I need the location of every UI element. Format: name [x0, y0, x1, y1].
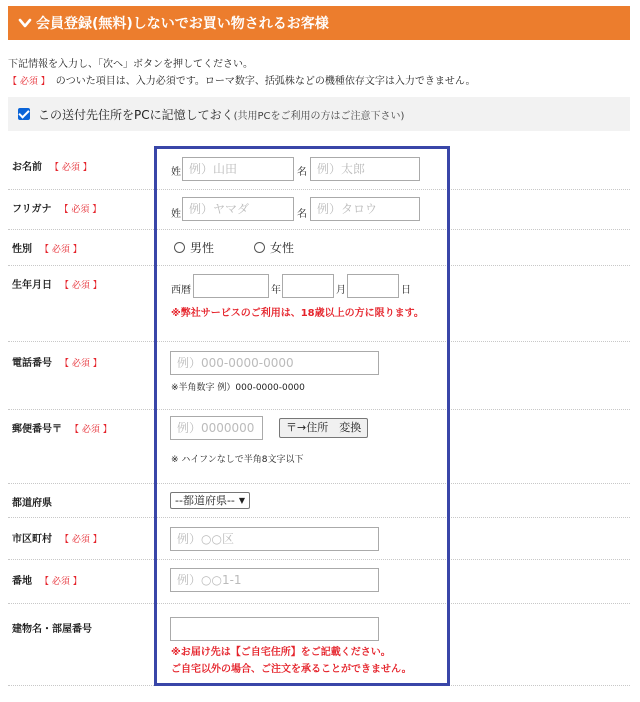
form-row-furigana [8, 190, 630, 230]
prefecture-select[interactable] [170, 492, 250, 509]
intro-line-1: 下記情報を入力し、「次へ」ボタンを押してください。 [8, 59, 253, 70]
remember-note: (共用PCをご利用の方はご注意下さい) [233, 110, 405, 122]
gender-female-radio[interactable] [254, 239, 294, 256]
street-address-input[interactable]: 例）○○1-1 [170, 568, 379, 592]
birthday-label-text: 生年月日 [12, 280, 52, 291]
required-badge: 【 必須 】 [70, 425, 112, 435]
mei-label: 名 [297, 167, 307, 178]
birthday-label [12, 276, 102, 291]
gender-label [12, 240, 82, 255]
female-label[interactable]: 女性 [270, 241, 295, 255]
remember-label[interactable]: この送付先住所をPCに記憶しておく [38, 107, 234, 122]
form-row-building [8, 604, 630, 686]
remember-checkbox[interactable] [18, 108, 30, 120]
first-name-input[interactable]: 例）太郎 [310, 157, 420, 181]
form-row-prefecture [8, 484, 630, 518]
delivery-notice-line-1: ※お届け先は【ご自宅住所】をご記載ください。 [171, 647, 391, 658]
postal-to-address-button[interactable]: 〒→住所 変換 [279, 418, 368, 438]
sei-label: 姓 [171, 209, 181, 220]
postal-code-input[interactable]: 例）0000000 [170, 416, 263, 440]
required-badge: 【 必須 】 [40, 577, 82, 587]
day-label: 日 [401, 285, 411, 296]
form-row-name [8, 148, 630, 190]
furigana-label [12, 200, 101, 215]
gender-male-radio[interactable] [174, 239, 214, 256]
postal-label-text: 郵便番号〒 [12, 424, 62, 435]
month-label: 月 [336, 285, 346, 296]
required-badge: 【 必須 】 [60, 359, 102, 369]
form-row-postal [8, 410, 630, 484]
year-label: 年 [271, 285, 281, 296]
postal-label [12, 420, 112, 435]
birth-day-input[interactable] [347, 274, 399, 298]
delivery-notice [171, 644, 412, 678]
radio-circle[interactable] [174, 242, 185, 253]
city-input[interactable]: 例）○○区 [170, 527, 379, 551]
prefecture-selected[interactable]: --都道府県-- [175, 494, 235, 507]
intro-text [8, 56, 628, 91]
city-label [12, 530, 102, 545]
first-name-kana-input[interactable]: 例）タロウ [310, 197, 420, 221]
prefecture-label: 都道府県 [12, 498, 52, 509]
required-badge: 【 必須 】 [8, 77, 50, 87]
form-row-phone [8, 342, 630, 410]
form-row-city [8, 518, 630, 560]
phone-label-text: 電話番号 [12, 358, 52, 369]
last-name-kana-input[interactable]: 例）ヤマダ [182, 197, 294, 221]
required-badge: 【 必須 】 [60, 281, 102, 291]
delivery-notice-line-2: ご自宅以外の場合、ご注文を承ることができません。 [171, 664, 412, 675]
name-label-text: お名前 [12, 162, 42, 173]
last-name-input[interactable]: 例）山田 [182, 157, 294, 181]
required-badge: 【 必須 】 [59, 205, 102, 215]
gender-label-text: 性別 [12, 244, 32, 255]
address-label [12, 572, 82, 587]
city-label-text: 市区町村 [12, 534, 52, 545]
sei-label: 姓 [171, 167, 181, 178]
form-row-address [8, 560, 630, 604]
chevron-down-icon [18, 16, 32, 30]
phone-note: ※半角数字 例）000-0000-0000 [171, 383, 305, 393]
birth-year-input[interactable] [193, 274, 269, 298]
form-row-gender [8, 230, 630, 266]
phone-label [12, 354, 102, 369]
era-label: 西暦 [171, 285, 191, 296]
building-input[interactable] [170, 617, 379, 641]
intro-line-2 [8, 73, 628, 91]
male-label[interactable]: 男性 [190, 241, 215, 255]
phone-input[interactable]: 例）000-0000-0000 [170, 351, 379, 375]
section-title: 会員登録(無料)しないでお買い物されるお客様 [36, 16, 329, 32]
building-label: 建物名・部屋番号 [12, 624, 92, 635]
intro-line-2-text: のついた項目は、入力必須です。ローマ数字、括弧株などの機種依存文字は入力できません。 [55, 76, 476, 87]
name-label [12, 158, 92, 173]
address-label-text: 番地 [12, 576, 32, 587]
required-badge: 【 必須 】 [60, 535, 102, 545]
birth-month-input[interactable] [282, 274, 334, 298]
chevron-down-icon[interactable]: ▼ [238, 496, 246, 505]
required-badge: 【 必須 】 [50, 163, 92, 173]
section-header [8, 6, 630, 40]
postal-note: ※ ハイフンなしで半角8文字以下 [171, 455, 304, 465]
required-badge: 【 必須 】 [40, 245, 82, 255]
form-row-birthday [8, 266, 630, 342]
radio-circle[interactable] [254, 242, 265, 253]
mei-label: 名 [297, 209, 307, 220]
furigana-label-text: フリガナ [12, 204, 52, 215]
age-notice: ※弊社サービスのご利用は、18歳以上の方に限ります。 [171, 308, 424, 319]
remember-address-row[interactable] [8, 97, 630, 131]
